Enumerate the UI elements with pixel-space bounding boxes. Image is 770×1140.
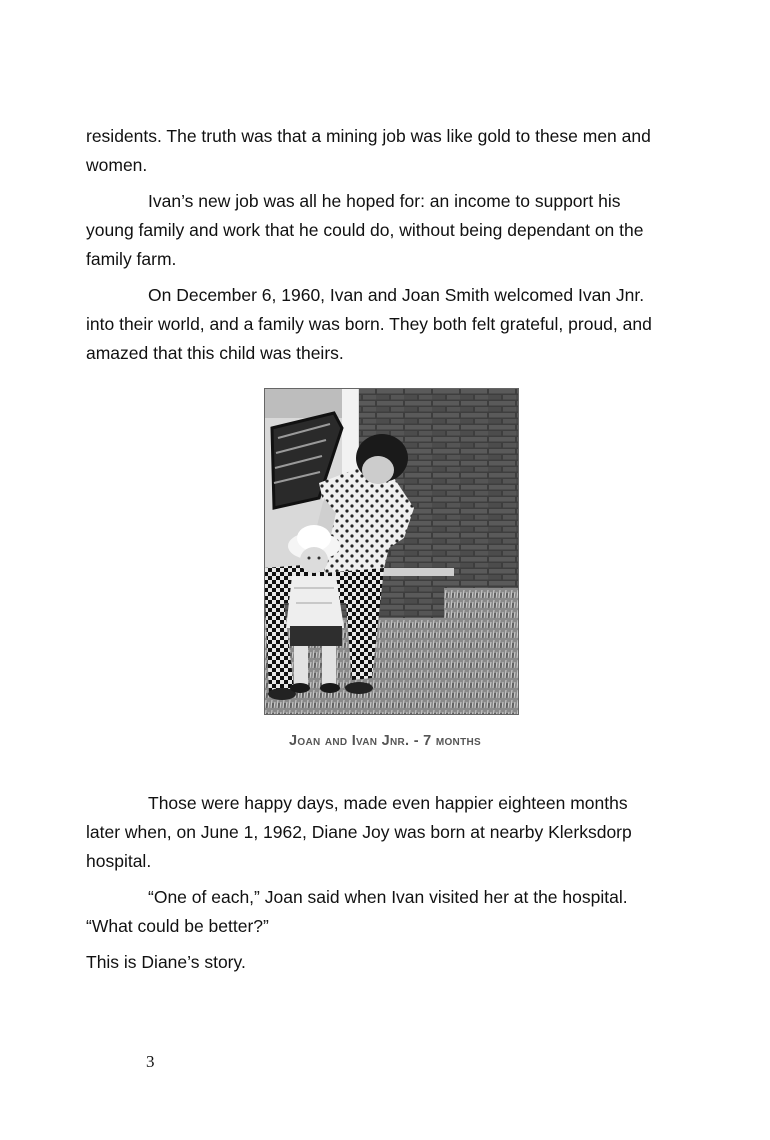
photograph-mother-and-child [264, 388, 519, 715]
paragraph: Those were happy days, made even happier eighteen months later when, on June 1, 1962, Diane Joy was born at nearby Klerksdorp hospital. [86, 793, 632, 871]
paragraph: Ivan’s new job was all he hoped for: an income to support his young family and work that he could do, without being dependant on the family farm. [86, 191, 644, 269]
text-block-top [86, 122, 666, 368]
paragraph: On December 6, 1960, Ivan and Joan Smith welcomed Ivan Jnr. into their world, and a family was born. They both felt grateful, proud, and amazed that this child was theirs. [86, 285, 652, 363]
paragraph: residents. The truth was that a mining job was like gold to these men and women. [86, 126, 651, 175]
text-block-bottom [86, 789, 666, 977]
page-number: 3 [146, 1052, 155, 1071]
paragraph: “One of each,” Joan said when Ivan visited her at the hospital. “What could be better?” [86, 887, 628, 936]
photo-illustration [264, 388, 519, 715]
paragraph: This is Diane’s story. [86, 952, 246, 972]
photo-caption: Joan and Ivan Jnr. - 7 months [289, 733, 481, 749]
